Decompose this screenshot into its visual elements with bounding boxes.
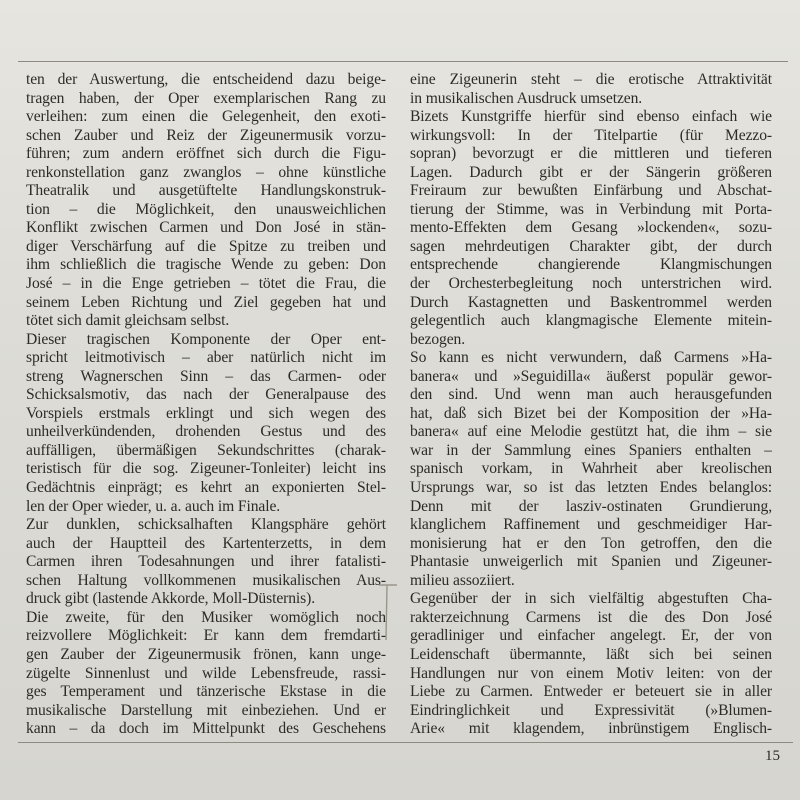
text-line: auffälligen, übermäßigen Sekundschrittes (charak-: [26, 441, 386, 459]
text-line: reizvollere Möglichkeit: Er kann dem fremdarti-: [26, 627, 386, 645]
left-text-column: [26, 71, 386, 739]
text-line: Leidenschaft übermannte, läßt sich bei seinen: [410, 645, 772, 663]
text-line: So kann es nicht verwundern, daß Carmens »Ha-: [410, 349, 772, 367]
text-line: ges Temperament und tänzerische Ekstase in die: [26, 683, 386, 701]
text-line: Eindringlichkeit und Expressivität (»Blumen-: [410, 701, 772, 719]
text-line: seinem Leben Richtung und Ziel gegeben hat und: [26, 293, 386, 311]
text-line: José – in die Enge getrieben – tötet die Frau, die: [26, 275, 386, 293]
text-line: banera« und »Seguidilla« äußerst populär gewor-: [410, 367, 772, 385]
text-line: diger Verschärfung auf die Spitze zu treiben und: [26, 237, 386, 255]
text-line: unheilverkündenden, drohenden Gestus und des: [26, 423, 386, 441]
text-line: Handlungen nur von einem Motiv leiten: von der: [410, 664, 772, 682]
text-line: geradliniger und einfacher angelegt. Er, der von: [410, 627, 772, 645]
text-line: sopran) bevorzugt er die mittleren und tieferen: [410, 145, 772, 163]
text-line: tierung der Stimme, was in Verbindung mit Porta-: [410, 200, 772, 218]
text-line: führen; zum andern eröffnet sich durch die Figu-: [26, 145, 386, 163]
text-line: spanisch vorkam, in Wahrheit aber kreolischen: [410, 460, 772, 478]
text-line: Ursprungs war, so ist das letzten Endes belanglos:: [410, 479, 772, 497]
text-line: zügelte Sinnenlust und wilde Lebensfreude, rassi-: [26, 664, 386, 682]
text-line: tion – die Möglichkeit, den unausweichlichen: [26, 200, 386, 218]
text-line: Zur dunklen, schicksalhaften Klangsphäre gehört: [26, 516, 386, 534]
text-line: streng Wagnerschen Sinn – das Carmen- oder: [26, 367, 386, 385]
text-line: ten der Auswertung, die entscheidend dazu beige-: [26, 71, 386, 88]
text-line: Phantasie unweigerlich mit Spanien und Zigeuner-: [410, 553, 772, 571]
text-line: spricht leitmotivisch – aber natürlich nicht im: [26, 349, 386, 367]
text-line: mento-Effekten dem Gesang »lockenden«, sozu-: [410, 219, 772, 237]
text-line: hat, daß sich Bizet bei der Komposition der »Ha-: [410, 404, 772, 422]
text-line: Gedächtnis einprägt; es kehrt an exponierten Stel-: [26, 479, 386, 497]
text-line: druck gibt (lastende Akkorde, Moll-Düsternis).: [26, 590, 316, 608]
top-rule: [18, 61, 788, 62]
text-line: kann – da doch im Mittelpunkt des Geschehens: [26, 720, 386, 738]
text-line: tragen haben, der Oper exemplarischen Rang zu: [26, 89, 386, 107]
text-line: Vorspiels erstmals erklingt und sich wegen des: [26, 404, 386, 422]
text-line: Dieser tragischen Komponente der Oper ent-: [26, 330, 386, 348]
text-line: gelegentlich auch klangmagische Elemente mitein-: [410, 312, 772, 330]
text-line: bezogen.: [410, 330, 466, 348]
text-line: Carmen ihren Todesahnungen und ihrer fatalisti-: [26, 553, 386, 571]
text-line: den sind. Und wenn man auch herausgefunden: [410, 386, 772, 404]
text-line: rakterzeichnung Carmens ist die des Don José: [410, 608, 772, 626]
text-line: Lagen. Dadurch gibt er der Sängerin größeren: [410, 163, 772, 181]
text-line: renkonstellation ganz zwanglos – ohne künstliche: [26, 163, 386, 181]
text-line: Theatralik und ausgetüftelte Handlungskonstruk-: [26, 182, 386, 200]
text-line: wirkungsvoll: In der Titelpartie (für Mezzo-: [410, 126, 772, 144]
right-text-column: [410, 71, 772, 739]
text-line: Durch Kastagnetten und Baskentrommel werden: [410, 293, 772, 311]
text-line: Schicksalsmotiv, das nach der Generalpause des: [26, 386, 386, 404]
text-line: Die zweite, für den Musiker womöglich noch: [26, 608, 386, 626]
text-line: war in der Sammlung eines Spaniers enthalten –: [410, 441, 772, 459]
text-line: gen Zauber der Zigeunermusik frönen, kann unge-: [26, 645, 386, 663]
text-line: in musikalischen Ausdruck umsetzen.: [410, 89, 643, 107]
text-line: musikalische Darstellung mit einbeziehen. Und er: [26, 701, 386, 719]
text-line: sagen mehrdeutigen Charakter gibt, der durch: [410, 237, 772, 255]
text-line: banera« auf eine Melodie gestützt hat, die ihm – sie: [410, 423, 772, 441]
text-line: Liebe zu Carmen. Entweder er beteuert sie in aller: [410, 683, 772, 701]
pencil-mark: [376, 582, 400, 644]
text-line: entsprechende changierende Klangmischungen: [410, 256, 772, 274]
text-line: Bizets Kunstgriffe hierfür sind ebenso einfach wie: [410, 108, 772, 126]
text-line: eine Zigeunerin steht – die erotische Attraktivität: [410, 71, 772, 88]
text-line: schen Zauber und Reiz der Zigeunermusik vorzu-: [26, 126, 386, 144]
text-line: Denn mit der lasziv-ostinaten Grundierung,: [410, 497, 772, 515]
text-line: Gegenüber der in sich vielfältig abgestuften Cha-: [410, 590, 772, 608]
text-line: len der Oper wieder, u. a. auch im Finale.: [26, 497, 281, 515]
text-line: klanglichem Raffinement und geschmeidiger Har-: [410, 516, 772, 534]
text-line: auch der Hauptteil des Kartenterzetts, in dem: [26, 534, 386, 552]
text-line: Arie« mit klagendem, inbrünstigem Englisch-: [410, 720, 772, 738]
text-line: ihm schließlich die tragische Wende zu geben: Don: [26, 256, 386, 274]
text-line: Freiraum zur bewußten Einfärbung und Abschat-: [410, 182, 772, 200]
page-number: 15: [765, 748, 780, 764]
bottom-rule: [18, 742, 793, 743]
text-line: verleihen: zum einen die Gelegenheit, den exoti-: [26, 108, 386, 126]
text-line: monisierung hat er den Ton getroffen, den die: [410, 534, 772, 552]
text-line: Konflikt zwischen Carmen und Don José in stän-: [26, 219, 386, 237]
text-line: der Orchesterbegleitung noch unterstrichen wird.: [410, 275, 772, 293]
text-line: milieu assoziiert.: [410, 571, 515, 589]
text-line: teristisch für die sog. Zigeuner-Tonleiter) leicht ins: [26, 460, 386, 478]
text-line: tötet sich damit gleichsam selbst.: [26, 312, 230, 330]
text-line: schen Haltung vollkommenen musikalischen Aus-: [26, 571, 386, 589]
